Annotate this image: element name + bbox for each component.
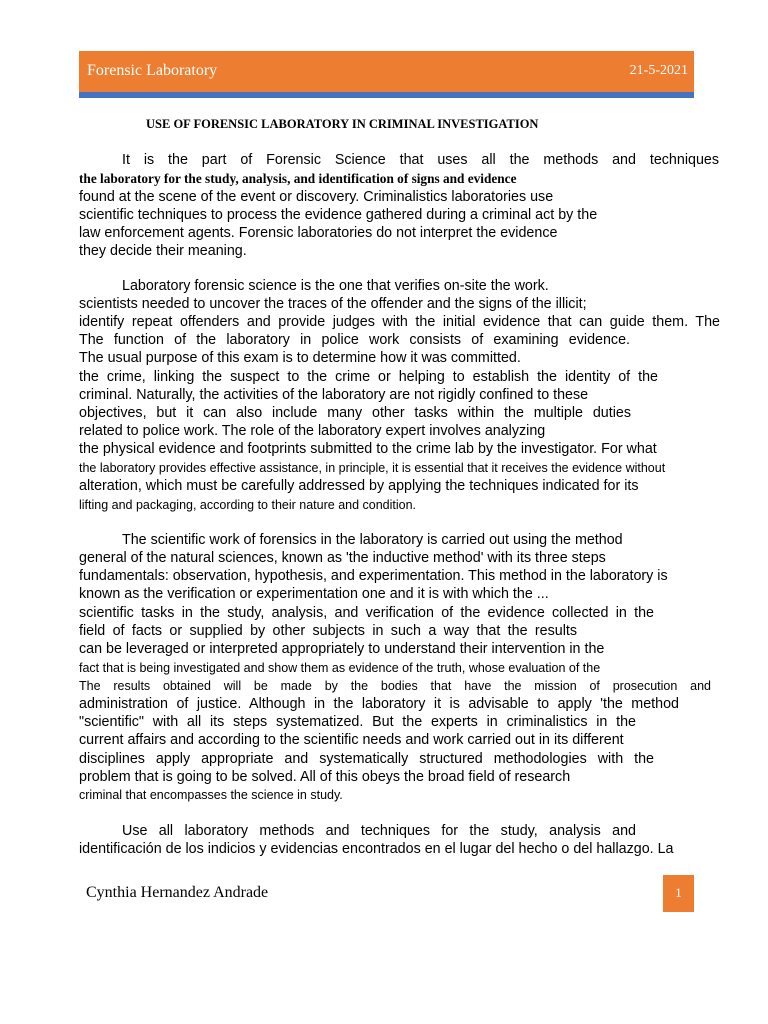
text-line: known as the verification or experimentation one and it is with which the ... (79, 586, 549, 602)
header-rule (79, 92, 694, 98)
text-line: can be leveraged or interpreted appropriately to understand their intervention in the (79, 641, 605, 657)
text-line: fact that is being investigated and show them as evidence of the truth, whose evaluation of the (79, 661, 601, 675)
text-line: general of the natural sciences, known as 'the inductive method' with its three steps (79, 550, 606, 566)
text-line: current affairs and according to the scientific needs and work carried out in its different (79, 732, 624, 748)
text-line: disciplines apply appropriate and systematically structured methodologies with the (79, 751, 654, 767)
text-line: the crime, linking the suspect to the crime or helping to establish the identity of the (79, 369, 658, 385)
text-line: The scientific work of forensics in the laboratory is carried out using the method (122, 532, 623, 548)
text-line: criminal that encompasses the science in study. (79, 788, 343, 802)
text-line: found at the scene of the event or discovery. Criminalistics laboratories use (79, 189, 554, 205)
text-line: The results obtained will be made by the bodies that have the mission of prosecution and (79, 679, 711, 693)
text-line: the laboratory for the study, analysis, and identification of signs and evidence (79, 171, 517, 186)
page-number-box (663, 875, 694, 912)
text-line: objectives, but it can also include many other tasks within the multiple duties (79, 405, 631, 421)
document-title: USE OF FORENSIC LABORATORY IN CRIMINAL INVESTIGATION (146, 117, 539, 131)
header-title: Forensic Laboratory (87, 62, 218, 79)
text-line: the laboratory provides effective assistance, in principle, it is essential that it receives the evidence without (79, 461, 666, 475)
page-number: 1 (675, 885, 682, 900)
text-line: administration of justice. Although in the laboratory it is advisable to apply 'the method (79, 696, 679, 712)
text-line: scientists needed to uncover the traces of the offender and the signs of the illicit; (79, 296, 587, 312)
text-line: lifting and packaging, according to their nature and condition. (79, 498, 417, 512)
text-line: Use all laboratory methods and techniques for the study, analysis and (122, 823, 636, 839)
text-line: It is the part of Forensic Science that uses all the methods and techniques (122, 152, 719, 168)
text-line: alteration, which must be carefully addressed by applying the techniques indicated for its (79, 478, 639, 494)
footer-author: Cynthia Hernandez Andrade (86, 884, 269, 901)
text-line: The function of the laboratory in police work consists of examining evidence. (79, 332, 630, 348)
text-line: they decide their meaning. (79, 243, 247, 259)
text-line: law enforcement agents. Forensic laboratories do not interpret the evidence (79, 225, 558, 241)
text-line: identificación de los indicios y evidencias encontrados en el lugar del hecho o del hallazgo. La (79, 841, 674, 857)
text-line: The usual purpose of this exam is to determine how it was committed. (79, 350, 521, 366)
text-line: related to police work. The role of the laboratory expert involves analyzing (79, 423, 546, 439)
text-line: field of facts or supplied by other subjects in such a way that the results (79, 623, 577, 639)
text-line: identify repeat offenders and provide judges with the initial evidence that can guide them. The (79, 314, 720, 330)
header-bar (79, 51, 694, 92)
header-date: 21-5-2021 (629, 63, 688, 78)
text-line: Laboratory forensic science is the one that verifies on-site the work. (122, 278, 549, 294)
text-line: criminal. Naturally, the activities of the laboratory are not rigidly confined to these (79, 387, 589, 403)
text-line: problem that is going to be solved. All of this obeys the broad field of research (79, 769, 571, 785)
text-line: "scientific" with all its steps systematized. But the experts in criminalistics in the (79, 714, 636, 730)
text-line: scientific techniques to process the evidence gathered during a criminal act by the (79, 207, 598, 223)
text-line: fundamentals: observation, hypothesis, and experimentation. This method in the laboratory is (79, 568, 668, 584)
text-line: scientific tasks in the study, analysis, and verification of the evidence collected in the (79, 605, 654, 621)
text-line: the physical evidence and footprints submitted to the crime lab by the investigator. For what (79, 441, 657, 457)
